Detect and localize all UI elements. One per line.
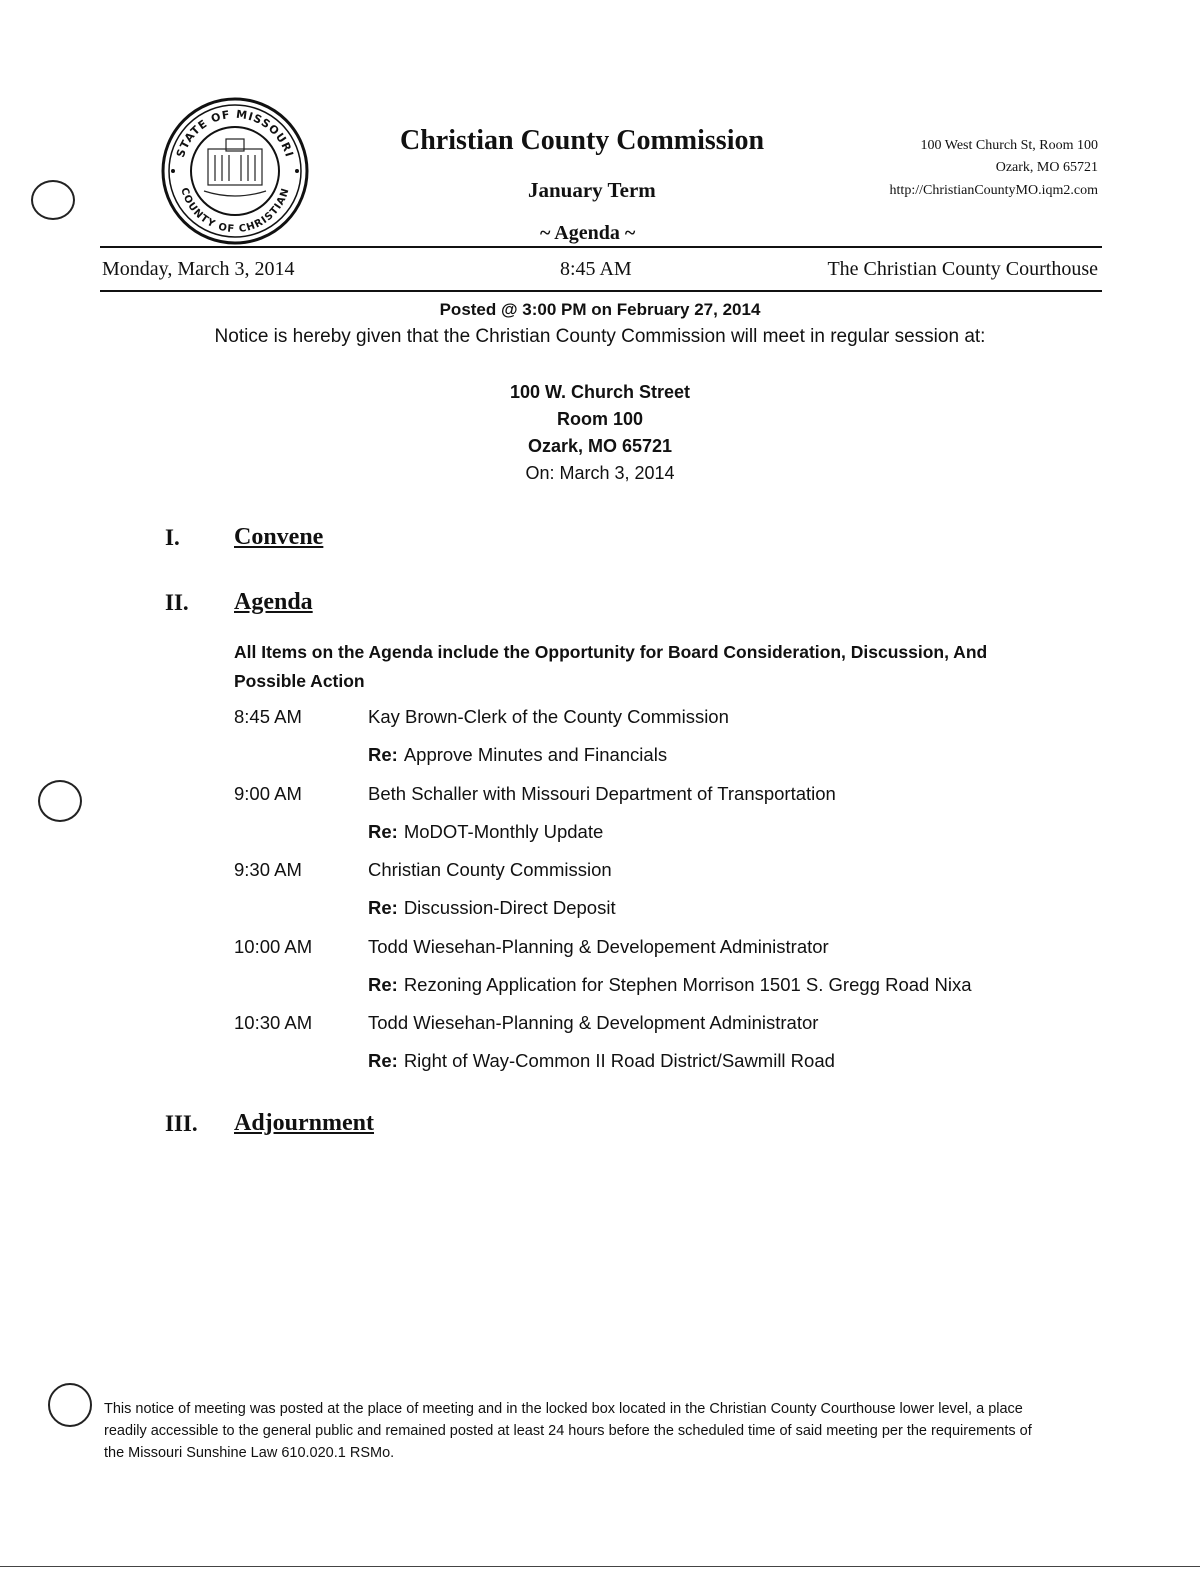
item-subject <box>368 1050 835 1072</box>
seal-top-text: STATE OF MISSOURI <box>173 107 297 160</box>
punch-hole-middle <box>38 780 82 822</box>
svg-text:COUNTY OF CHRISTIAN <box>178 186 292 235</box>
section-number: III. <box>165 1111 198 1136</box>
item-presenter: Todd Wiesehan-Planning & Developement Administrator <box>368 936 829 957</box>
item-subject <box>368 821 603 843</box>
address-line1: 100 West Church St, Room 100 <box>920 138 1098 153</box>
item-subject-text: Right of Way-Common II Road District/Sawmill Road <box>403 1050 835 1071</box>
item-subject-text: Approve Minutes and Financials <box>403 744 668 765</box>
address-line2: Ozark, MO 65721 <box>995 160 1098 175</box>
item-presenter: Todd Wiesehan-Planning & Development Administrator <box>368 1012 819 1033</box>
seal-bottom-text: COUNTY OF CHRISTIAN <box>178 186 292 236</box>
re-label: Re: <box>368 1050 398 1071</box>
re-label: Re: <box>368 744 398 765</box>
item-time: 9:30 AM <box>234 859 302 880</box>
meeting-date: Monday, March 3, 2014 <box>102 258 295 280</box>
item-subject <box>368 974 971 996</box>
re-label: Re: <box>368 974 398 995</box>
location-city: Ozark, MO 65721 <box>527 436 673 456</box>
location-date: On: March 3, 2014 <box>525 463 675 483</box>
punch-hole-top <box>31 180 75 220</box>
item-presenter: Kay Brown-Clerk of the County Commission <box>368 706 729 727</box>
re-label: Re: <box>368 821 398 842</box>
item-subject-text: Rezoning Application for Stephen Morrison 1501 S. Gregg Road Nixa <box>403 974 972 995</box>
county-seal <box>160 97 310 245</box>
section-number: I. <box>165 525 180 550</box>
item-presenter: Beth Schaller with Missouri Department of Transportation <box>368 783 836 804</box>
item-subject <box>368 897 616 919</box>
item-time: 10:00 AM <box>234 936 313 957</box>
punch-hole-bottom <box>48 1383 92 1427</box>
item-subject <box>368 744 667 766</box>
re-label: Re: <box>368 897 398 918</box>
posted-notice: Posted @ 3:00 PM on February 27, 2014 <box>439 300 761 319</box>
posting-statement: This notice of meeting was posted at the place of meeting and in the locked box located in the Christian County Courthouse lower level, a place readily accessible to the general public and remained posted at least 24 hours before the scheduled time of said meeting per the requirements of the Missouri Sunshine Law 610.020.1 RSMo. <box>104 1401 1032 1461</box>
section-title-convene: Convene <box>234 524 324 550</box>
location-room: Room 100 <box>556 409 644 429</box>
document-title: Christian County Commission <box>400 125 765 156</box>
agenda-description: All Items on the Agenda include the Opportunity for Board Consideration, Discussion, And Possible Action <box>234 642 988 691</box>
meeting-time: 8:45 AM <box>560 258 632 280</box>
location-street: 100 W. Church Street <box>509 382 691 402</box>
header-rule-top <box>100 246 1102 248</box>
term-label: January Term <box>528 178 656 202</box>
item-time: 9:00 AM <box>234 783 302 804</box>
agenda-heading: ~ Agenda ~ <box>540 222 636 244</box>
item-subject-text: Discussion-Direct Deposit <box>403 897 616 918</box>
notice-text: Notice is hereby given that the Christian County Commission will meet in regular session at: <box>214 326 986 347</box>
section-title-agenda: Agenda <box>234 589 313 615</box>
section-title-adjournment: Adjournment <box>234 1110 375 1136</box>
item-subject-text: MoDOT-Monthly Update <box>403 821 604 842</box>
website-url: http://ChristianCountyMO.iqm2.com <box>889 183 1098 198</box>
section-number: II. <box>165 590 189 615</box>
meeting-place: The Christian County Courthouse <box>827 258 1098 280</box>
page-bottom-rule <box>0 1566 1200 1567</box>
item-presenter: Christian County Commission <box>368 859 612 880</box>
item-time: 8:45 AM <box>234 706 302 727</box>
item-time: 10:30 AM <box>234 1012 313 1033</box>
header-rule-bottom <box>100 290 1102 292</box>
